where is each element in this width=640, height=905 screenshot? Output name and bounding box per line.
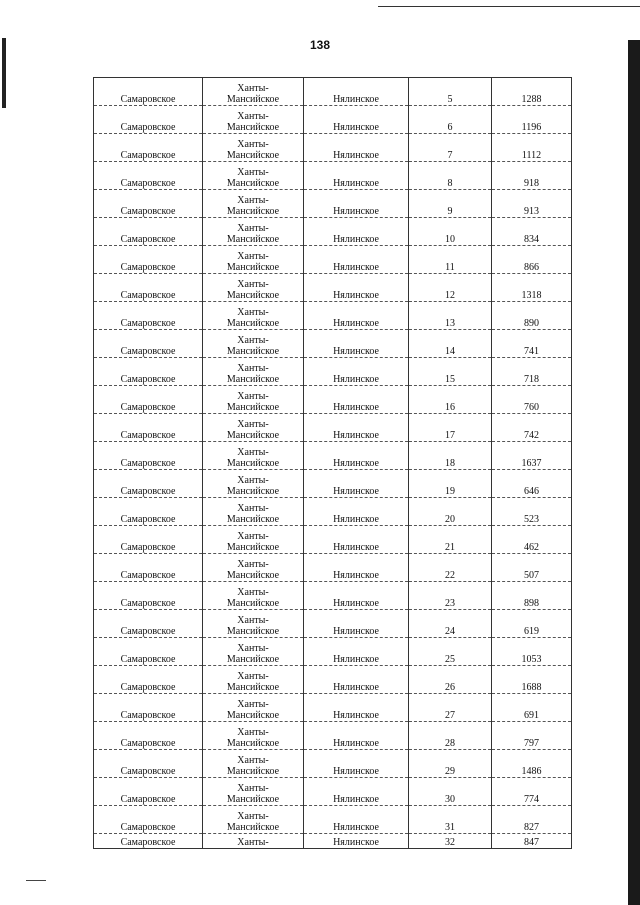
table-row <box>94 386 572 414</box>
area-cell: 913 <box>492 190 572 218</box>
district-line2: Мансийское <box>226 598 280 609</box>
settlement-cell: Самаровское <box>94 582 203 610</box>
settlement-cell: Самаровское <box>94 442 203 470</box>
area-cell: 918 <box>492 162 572 190</box>
district-cell <box>203 330 304 358</box>
district-line1: Ханты- <box>237 587 269 598</box>
settlement-cell: Самаровское <box>94 218 203 246</box>
table-row <box>94 778 572 806</box>
district-cell <box>203 218 304 246</box>
area-cell: 462 <box>492 526 572 554</box>
area-cell: 834 <box>492 218 572 246</box>
forestry-cell: Нялинское <box>304 722 409 750</box>
table-row <box>94 498 572 526</box>
forestry-cell: Нялинское <box>304 78 409 106</box>
district-line1: Ханты- <box>237 363 269 374</box>
district-cell <box>203 274 304 302</box>
settlement-cell: Самаровское <box>94 778 203 806</box>
quarter-cell: 31 <box>409 806 492 834</box>
forestry-cell: Нялинское <box>304 442 409 470</box>
district-line2: Мансийское <box>226 654 280 665</box>
forestry-cell: Нялинское <box>304 302 409 330</box>
district-line2: Мансийское <box>226 290 280 301</box>
table-row <box>94 806 572 834</box>
settlement-cell: Самаровское <box>94 806 203 834</box>
forestry-cell: Нялинское <box>304 750 409 778</box>
forestry-cell: Нялинское <box>304 834 409 849</box>
district-line2: Мансийское <box>226 738 280 749</box>
settlement-cell: Самаровское <box>94 610 203 638</box>
district-cell <box>203 750 304 778</box>
district-line2: Мансийское <box>226 682 280 693</box>
district-line2: Мансийское <box>226 626 280 637</box>
area-cell: 742 <box>492 414 572 442</box>
table-row <box>94 610 572 638</box>
district-cell <box>203 638 304 666</box>
table-row <box>94 554 572 582</box>
district-line1: Ханты- <box>237 111 269 122</box>
quarter-cell: 20 <box>409 498 492 526</box>
district-cell <box>203 162 304 190</box>
district-line2: Мансийское <box>226 318 280 329</box>
district-line1: Ханты- <box>237 307 269 318</box>
area-cell: 507 <box>492 554 572 582</box>
district-line1: Ханты- <box>237 783 269 794</box>
table-row <box>94 302 572 330</box>
quarter-cell: 9 <box>409 190 492 218</box>
quarter-cell: 17 <box>409 414 492 442</box>
area-cell: 760 <box>492 386 572 414</box>
settlement-cell: Самаровское <box>94 106 203 134</box>
settlement-cell: Самаровское <box>94 302 203 330</box>
district-cell <box>203 302 304 330</box>
forestry-cell: Нялинское <box>304 554 409 582</box>
table-row <box>94 134 572 162</box>
table-row <box>94 414 572 442</box>
area-cell: 1637 <box>492 442 572 470</box>
district-line2: Мансийское <box>226 458 280 469</box>
district-line2: Мансийское <box>226 822 280 833</box>
district-line1: Ханты- <box>237 475 269 486</box>
forestry-cell: Нялинское <box>304 218 409 246</box>
settlement-cell: Самаровское <box>94 526 203 554</box>
district-line2: Мансийское <box>226 346 280 357</box>
area-cell: 1288 <box>492 78 572 106</box>
quarter-cell: 11 <box>409 246 492 274</box>
settlement-cell: Самаровское <box>94 554 203 582</box>
quarter-cell: 28 <box>409 722 492 750</box>
table-row <box>94 722 572 750</box>
district-line2: Мансийское <box>226 402 280 413</box>
district-line1: Ханты- <box>237 167 269 178</box>
quarter-cell: 19 <box>409 470 492 498</box>
area-cell: 1486 <box>492 750 572 778</box>
area-cell: 866 <box>492 246 572 274</box>
table-row <box>94 638 572 666</box>
settlement-cell: Самаровское <box>94 358 203 386</box>
forestry-cell: Нялинское <box>304 386 409 414</box>
table-row <box>94 246 572 274</box>
area-cell: 1112 <box>492 134 572 162</box>
forestry-cell: Нялинское <box>304 358 409 386</box>
district-line1: Ханты- <box>237 335 269 346</box>
table-row <box>94 834 572 849</box>
district-cell <box>203 386 304 414</box>
district-line1: Ханты- <box>237 837 269 848</box>
district-cell <box>203 246 304 274</box>
quarter-cell: 23 <box>409 582 492 610</box>
settlement-cell: Самаровское <box>94 638 203 666</box>
quarter-cell: 6 <box>409 106 492 134</box>
table-row <box>94 78 572 106</box>
table-row <box>94 526 572 554</box>
district-line1: Ханты- <box>237 83 269 94</box>
district-line2: Мансийское <box>226 766 280 777</box>
forest-quarters-table <box>93 77 572 849</box>
quarter-cell: 8 <box>409 162 492 190</box>
district-line1: Ханты- <box>237 223 269 234</box>
forestry-cell: Нялинское <box>304 694 409 722</box>
area-cell: 890 <box>492 302 572 330</box>
settlement-cell: Самаровское <box>94 246 203 274</box>
table-row <box>94 330 572 358</box>
settlement-cell: Самаровское <box>94 190 203 218</box>
page-number: 138 <box>309 38 331 52</box>
forestry-cell: Нялинское <box>304 414 409 442</box>
table-row <box>94 750 572 778</box>
area-cell: 1318 <box>492 274 572 302</box>
district-line1: Ханты- <box>237 447 269 458</box>
district-cell <box>203 190 304 218</box>
quarter-cell: 32 <box>409 834 492 849</box>
forestry-cell: Нялинское <box>304 274 409 302</box>
district-line2: Мансийское <box>226 150 280 161</box>
forestry-cell: Нялинское <box>304 610 409 638</box>
district-line2: Мансийское <box>226 514 280 525</box>
settlement-cell: Самаровское <box>94 722 203 750</box>
district-line1: Ханты- <box>237 727 269 738</box>
quarter-cell: 16 <box>409 386 492 414</box>
scan-top-line <box>378 6 640 7</box>
district-line2: Мансийское <box>226 94 280 105</box>
district-cell <box>203 778 304 806</box>
quarter-cell: 10 <box>409 218 492 246</box>
table-row <box>94 358 572 386</box>
forestry-cell: Нялинское <box>304 470 409 498</box>
table-body <box>94 78 572 849</box>
area-cell: 523 <box>492 498 572 526</box>
district-cell <box>203 470 304 498</box>
district-line1: Ханты- <box>237 195 269 206</box>
quarter-cell: 5 <box>409 78 492 106</box>
district-line1: Ханты- <box>237 559 269 570</box>
district-cell <box>203 554 304 582</box>
settlement-cell: Самаровское <box>94 498 203 526</box>
settlement-cell: Самаровское <box>94 78 203 106</box>
district-line1: Ханты- <box>237 139 269 150</box>
area-cell: 718 <box>492 358 572 386</box>
forestry-cell: Нялинское <box>304 638 409 666</box>
district-line2: Мансийское <box>226 570 280 581</box>
forestry-cell: Нялинское <box>304 582 409 610</box>
table-row <box>94 666 572 694</box>
settlement-cell: Самаровское <box>94 386 203 414</box>
forestry-cell: Нялинское <box>304 330 409 358</box>
district-line2: Мансийское <box>226 710 280 721</box>
district-line2: Мансийское <box>226 122 280 133</box>
district-line1: Ханты- <box>237 419 269 430</box>
forestry-cell: Нялинское <box>304 498 409 526</box>
settlement-cell: Самаровское <box>94 134 203 162</box>
district-cell <box>203 414 304 442</box>
quarter-cell: 25 <box>409 638 492 666</box>
forestry-cell: Нялинское <box>304 190 409 218</box>
district-line1: Ханты- <box>237 503 269 514</box>
district-cell <box>203 722 304 750</box>
forestry-cell: Нялинское <box>304 246 409 274</box>
quarter-cell: 30 <box>409 778 492 806</box>
forestry-cell: Нялинское <box>304 666 409 694</box>
area-cell: 797 <box>492 722 572 750</box>
settlement-cell: Самаровское <box>94 750 203 778</box>
quarter-cell: 24 <box>409 610 492 638</box>
district-line2: Мансийское <box>226 206 280 217</box>
forestry-cell: Нялинское <box>304 806 409 834</box>
district-cell <box>203 806 304 834</box>
table-row <box>94 442 572 470</box>
scan-bottom-mark <box>26 880 46 881</box>
quarter-cell: 15 <box>409 358 492 386</box>
quarter-cell: 18 <box>409 442 492 470</box>
settlement-cell: Самаровское <box>94 330 203 358</box>
area-cell: 619 <box>492 610 572 638</box>
district-line2: Мансийское <box>226 178 280 189</box>
quarter-cell: 12 <box>409 274 492 302</box>
district-line2: Мансийское <box>226 542 280 553</box>
settlement-cell: Самаровское <box>94 694 203 722</box>
forestry-cell: Нялинское <box>304 778 409 806</box>
table-row <box>94 694 572 722</box>
quarter-cell: 26 <box>409 666 492 694</box>
forestry-cell: Нялинское <box>304 134 409 162</box>
area-cell: 691 <box>492 694 572 722</box>
district-line2: Мансийское <box>226 794 280 805</box>
district-cell <box>203 442 304 470</box>
table-row <box>94 470 572 498</box>
district-line1: Ханты- <box>237 643 269 654</box>
district-line1: Ханты- <box>237 615 269 626</box>
district-line2: Мансийское <box>226 374 280 385</box>
district-line1: Ханты- <box>237 391 269 402</box>
area-cell: 1196 <box>492 106 572 134</box>
district-line1: Ханты- <box>237 251 269 262</box>
district-cell <box>203 526 304 554</box>
quarter-cell: 27 <box>409 694 492 722</box>
quarter-cell: 7 <box>409 134 492 162</box>
district-cell <box>203 582 304 610</box>
settlement-cell: Самаровское <box>94 834 203 849</box>
table-row <box>94 190 572 218</box>
quarter-cell: 22 <box>409 554 492 582</box>
settlement-cell: Самаровское <box>94 470 203 498</box>
district-line2: Мансийское <box>226 430 280 441</box>
table-row <box>94 582 572 610</box>
district-cell <box>203 358 304 386</box>
scan-edge-right <box>628 40 640 905</box>
forestry-cell: Нялинское <box>304 162 409 190</box>
district-line2: Мансийское <box>226 234 280 245</box>
district-cell <box>203 610 304 638</box>
area-cell: 898 <box>492 582 572 610</box>
settlement-cell: Самаровское <box>94 414 203 442</box>
table-row <box>94 218 572 246</box>
area-cell: 847 <box>492 834 572 849</box>
area-cell: 1053 <box>492 638 572 666</box>
district-line1: Ханты- <box>237 671 269 682</box>
district-cell <box>203 78 304 106</box>
table-row <box>94 274 572 302</box>
district-line1: Ханты- <box>237 531 269 542</box>
district-line1: Ханты- <box>237 279 269 290</box>
area-cell: 827 <box>492 806 572 834</box>
quarter-cell: 29 <box>409 750 492 778</box>
district-cell <box>203 694 304 722</box>
quarter-cell: 21 <box>409 526 492 554</box>
district-cell <box>203 666 304 694</box>
area-cell: 774 <box>492 778 572 806</box>
district-cell <box>203 498 304 526</box>
area-cell: 1688 <box>492 666 572 694</box>
district-line2: Мансийское <box>226 262 280 273</box>
district-cell <box>203 106 304 134</box>
settlement-cell: Самаровское <box>94 162 203 190</box>
quarter-cell: 14 <box>409 330 492 358</box>
settlement-cell: Самаровское <box>94 666 203 694</box>
district-line1: Ханты- <box>237 755 269 766</box>
district-cell <box>203 134 304 162</box>
forestry-cell: Нялинское <box>304 106 409 134</box>
area-cell: 646 <box>492 470 572 498</box>
district-line1: Ханты- <box>237 699 269 710</box>
area-cell: 741 <box>492 330 572 358</box>
quarter-cell: 13 <box>409 302 492 330</box>
district-cell <box>203 834 304 849</box>
district-line2: Мансийское <box>226 486 280 497</box>
district-line1: Ханты- <box>237 811 269 822</box>
forestry-cell: Нялинское <box>304 526 409 554</box>
settlement-cell: Самаровское <box>94 274 203 302</box>
table-row <box>94 106 572 134</box>
table-row <box>94 162 572 190</box>
